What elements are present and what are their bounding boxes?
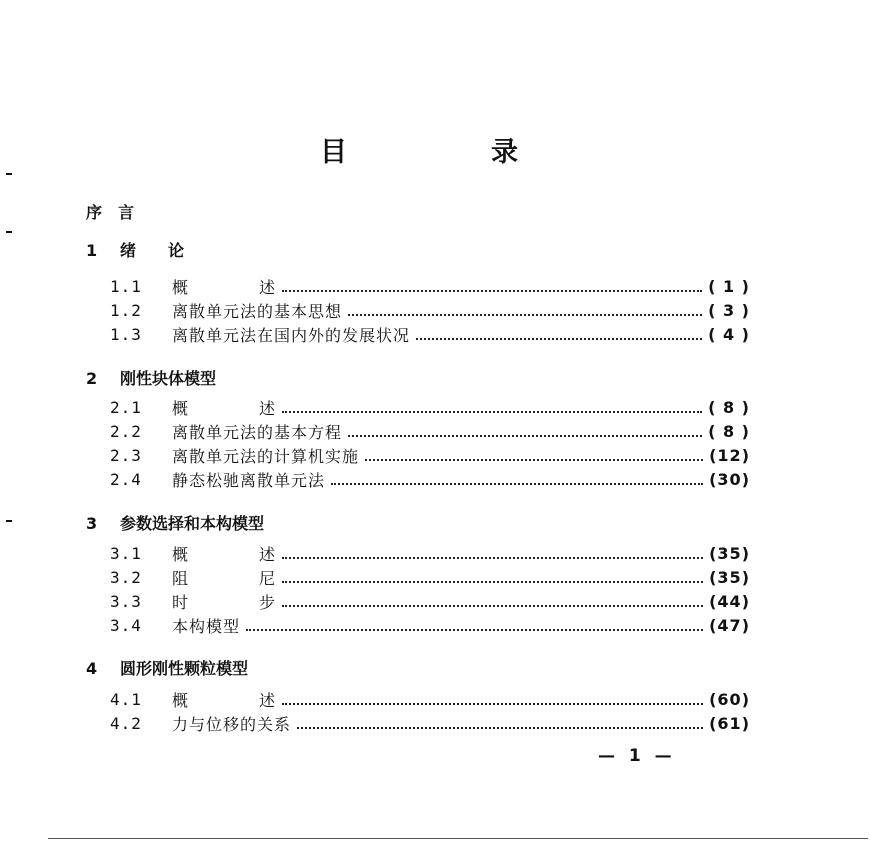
entry-page: (60): [709, 689, 750, 709]
scan-mark: [6, 173, 12, 175]
entry-page: (30): [709, 469, 750, 489]
chapter-heading: [86, 238, 184, 261]
toc-entry: [110, 275, 750, 297]
entry-number: 3.4: [110, 615, 142, 635]
dot-leader: [365, 459, 703, 461]
chapter-number: 2: [86, 369, 98, 388]
dot-leader: [282, 605, 703, 607]
dot-leader: [416, 338, 702, 340]
chapter-number: 1: [86, 241, 98, 260]
toc-title-char: 录: [491, 137, 520, 168]
entry-page: ( 8 ): [708, 397, 750, 417]
entry-label: 阻 尼: [172, 568, 276, 588]
entry-page: (44): [709, 591, 750, 611]
dot-leader: [282, 411, 702, 413]
entry-number: 3.3: [110, 591, 142, 611]
entry-number: 2.2: [110, 421, 142, 441]
chapter-number: 3: [86, 514, 98, 533]
entry-page: ( 1 ): [708, 276, 750, 296]
scan-mark: [6, 520, 12, 522]
chapter-heading: [86, 511, 264, 534]
entry-number: 3.2: [110, 567, 142, 587]
toc-entry: [110, 396, 750, 418]
entry-page: (12): [709, 445, 750, 465]
toc-entry: [110, 468, 750, 490]
dot-leader: [282, 290, 702, 292]
dot-leader: [297, 727, 703, 729]
toc-entry: [110, 299, 750, 321]
entry-number: 4.1: [110, 689, 142, 709]
dot-leader: [282, 557, 703, 559]
dot-leader: [331, 483, 703, 485]
entry-label: 离散单元法在国内外的发展状况: [172, 325, 411, 345]
entry-page: (35): [709, 543, 750, 563]
toc-entry: [110, 323, 750, 345]
entry-number: 2.3: [110, 445, 142, 465]
entry-number: 1.1: [110, 276, 142, 296]
entry-number: 2.4: [110, 469, 142, 489]
dot-leader: [246, 629, 703, 631]
scan-edge-line: [48, 838, 868, 839]
entry-page: (35): [709, 567, 750, 587]
chapter-title: 圆形刚性颗粒模型: [120, 659, 249, 678]
entry-number: 1.2: [110, 300, 142, 320]
entry-number: 1.3: [110, 324, 142, 344]
toc-entry: [110, 542, 750, 564]
chapter-heading: [86, 366, 216, 389]
entry-label: 概 述: [172, 690, 276, 710]
toc-title: [320, 130, 520, 169]
entry-label: 概 述: [172, 398, 276, 418]
entry-number: 4.2: [110, 713, 142, 733]
toc-entry: [110, 614, 750, 636]
toc-title-char: 目: [320, 137, 349, 168]
entry-number: 2.1: [110, 397, 142, 417]
dot-leader: [282, 703, 703, 705]
chapter-number: 4: [86, 659, 98, 678]
page-number: — 1 —: [598, 746, 676, 766]
entry-page: (61): [709, 713, 750, 733]
entry-label: 概 述: [172, 277, 276, 297]
entry-label: 离散单元法的计算机实施: [172, 446, 360, 466]
toc-entry: [110, 590, 750, 612]
dot-leader: [282, 581, 703, 583]
entry-label: 离散单元法的基本思想: [172, 301, 343, 321]
toc-entry: [110, 688, 750, 710]
entry-label: 概 述: [172, 544, 276, 564]
toc-entry: [110, 444, 750, 466]
chapter-title: 刚性块体模型: [120, 369, 217, 388]
chapter-heading: [86, 656, 248, 679]
preface-heading: 序 言: [86, 203, 135, 222]
entry-label: 力与位移的关系: [172, 714, 292, 734]
toc-entry: [110, 420, 750, 442]
entry-page: ( 8 ): [708, 421, 750, 441]
entry-page: (47): [709, 615, 750, 635]
entry-label: 本构模型: [172, 616, 241, 636]
entry-label: 静态松驰离散单元法: [172, 470, 326, 490]
chapter-title: 绪 论: [120, 241, 185, 260]
dot-leader: [348, 435, 702, 437]
scan-mark: [6, 231, 12, 233]
dot-leader: [348, 314, 702, 316]
entry-page: ( 4 ): [708, 324, 750, 344]
entry-number: 3.1: [110, 543, 142, 563]
chapter-title: 参数选择和本构模型: [120, 514, 265, 533]
entry-label: 离散单元法的基本方程: [172, 422, 343, 442]
toc-entry: [110, 566, 750, 588]
entry-label: 时 步: [172, 592, 276, 612]
toc-entry: [110, 712, 750, 734]
entry-page: ( 3 ): [708, 300, 750, 320]
